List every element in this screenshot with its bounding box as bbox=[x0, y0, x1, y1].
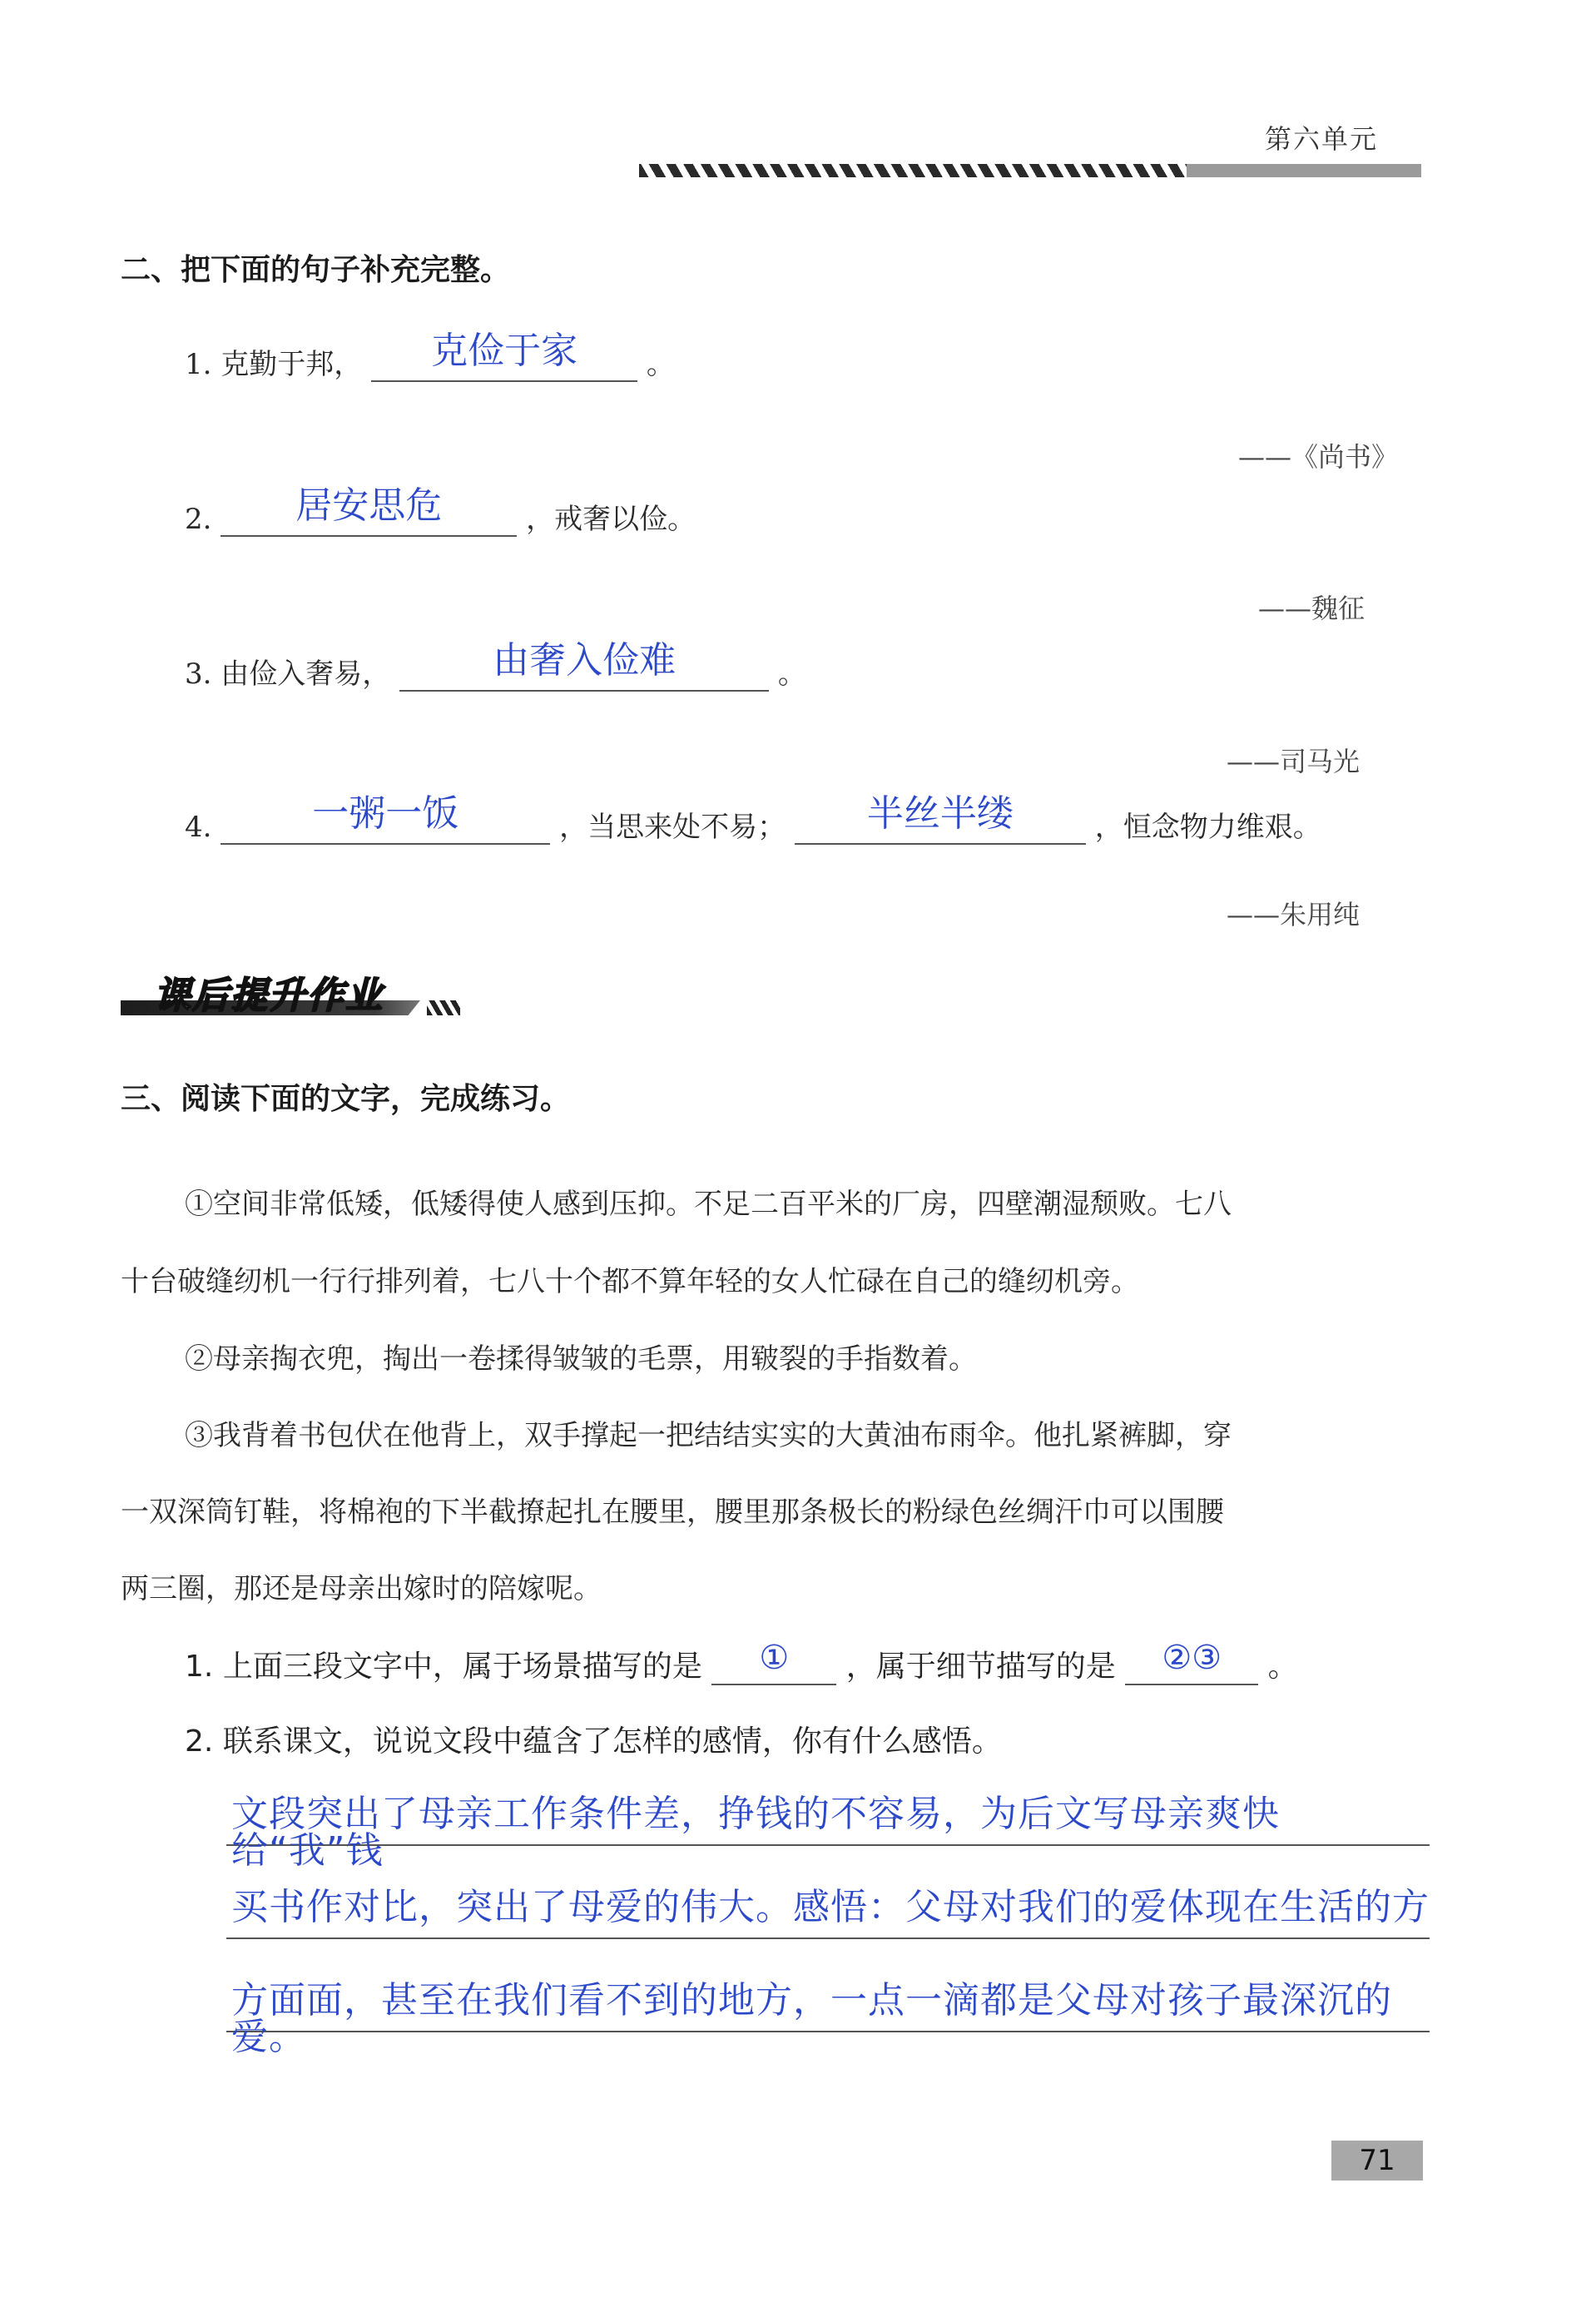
item-1-source: ——《尚书》 bbox=[1238, 441, 1399, 473]
item-4-source: ——朱用纯 bbox=[1227, 899, 1361, 930]
question-1-blank-1[interactable] bbox=[711, 1639, 836, 1685]
item-2-blank[interactable] bbox=[221, 484, 517, 537]
question-2 bbox=[185, 1718, 1002, 1760]
question-1 bbox=[185, 1639, 1298, 1685]
answer-line-2[interactable]: 买书作对比，突出了母爱的伟大。感悟：父母对我们的爱体现在生活的方 bbox=[226, 1889, 1430, 1939]
item-4-answer-1: 一粥一饭 bbox=[312, 792, 459, 835]
item-2-suffix: ，戒奢以俭。 bbox=[526, 503, 696, 536]
item-2 bbox=[185, 484, 696, 537]
question-2-number: 2. bbox=[185, 1724, 214, 1759]
passage-p3-line1: ③我背着书包伏在他背上，双手撑起一把结结实实的大黄油布雨伞。他扎紧裤脚，穿 bbox=[185, 1419, 1232, 1452]
question-1-answer-1: ① bbox=[759, 1639, 790, 1677]
answer-line-3[interactable]: 方面面，甚至在我们看不到的地方，一点一滴都是父母对孩子最深沉的爱。 bbox=[226, 1982, 1430, 2032]
question-1-end: 。 bbox=[1267, 1650, 1298, 1684]
header-stripe bbox=[639, 164, 1421, 177]
item-4-blank-2[interactable] bbox=[795, 792, 1086, 845]
item-4-suffix: ，恒念物力维艰。 bbox=[1094, 811, 1321, 844]
passage-p3-line3: 两三圈，那还是母亲出嫁时的陪嫁呢。 bbox=[121, 1572, 602, 1605]
item-4-blank-1[interactable] bbox=[221, 792, 550, 845]
passage-p3-line2: 一双深筒钉鞋，将棉袍的下半截撩起扎在腰里，腰里那条极长的粉绿色丝绸汗巾可以围腰 bbox=[121, 1496, 1224, 1529]
item-1 bbox=[185, 330, 675, 382]
passage-p1-line2: 十台破缝纫机一行行排列着，七八十个都不算年轻的女人忙碌在自己的缝纫机旁。 bbox=[121, 1265, 1139, 1298]
item-1-number: 1. bbox=[185, 348, 212, 381]
banner-ticks bbox=[427, 1000, 460, 1015]
passage-p1-line1: ①空间非常低矮，低矮得使人感到压抑。不足二百平米的厂房，四壁潮湿颓败。七八 bbox=[185, 1188, 1232, 1221]
item-2-source: ——魏征 bbox=[1258, 593, 1366, 624]
section2-title: 二、把下面的句子补充完整。 bbox=[121, 253, 511, 287]
question-1-part2: ，属于细节描写的是 bbox=[845, 1650, 1116, 1684]
item-3-suffix: 。 bbox=[777, 657, 806, 691]
item-3-number: 3. bbox=[185, 657, 212, 691]
question-1-blank-2[interactable] bbox=[1125, 1639, 1258, 1685]
item-3 bbox=[185, 639, 806, 692]
question-1-answer-2: ②③ bbox=[1162, 1639, 1222, 1677]
item-3-prefix: 由俭入奢易， bbox=[221, 657, 391, 691]
item-1-answer: 克俭于家 bbox=[431, 330, 578, 372]
item-3-answer: 由奢入俭难 bbox=[493, 639, 677, 682]
unit-title: 第六单元 bbox=[1265, 123, 1379, 155]
section3-title: 三、阅读下面的文字，完成练习。 bbox=[121, 1082, 571, 1116]
homework-banner bbox=[121, 965, 437, 1022]
item-4-answer-2: 半丝半缕 bbox=[866, 792, 1014, 835]
item-1-blank[interactable] bbox=[371, 330, 637, 382]
item-2-number: 2. bbox=[185, 503, 212, 536]
item-2-answer: 居安思危 bbox=[295, 484, 443, 527]
item-3-blank[interactable] bbox=[399, 639, 769, 692]
item-4-number: 4. bbox=[185, 811, 212, 844]
answer-line-1[interactable]: 文段突出了母亲工作条件差，挣钱的不容易，为后文写母亲爽快给“我”钱 bbox=[226, 1796, 1430, 1846]
item-1-prefix: 克勤于邦， bbox=[221, 348, 363, 381]
item-4-middle: ，当思来处不易； bbox=[559, 811, 786, 844]
question-1-part1: 上面三段文字中，属于场景描写的是 bbox=[222, 1650, 702, 1684]
page-number: 71 bbox=[1331, 2141, 1423, 2181]
banner-label: 课后提升作业 bbox=[154, 975, 384, 1017]
item-1-suffix: 。 bbox=[646, 348, 675, 381]
item-4 bbox=[185, 792, 1321, 845]
item-3-source: ——司马光 bbox=[1227, 746, 1361, 777]
question-2-text: 联系课文，说说文段中蕴含了怎样的感情，你有什么感悟。 bbox=[222, 1724, 1002, 1759]
question-1-number: 1. bbox=[185, 1650, 214, 1684]
passage-p2-line1: ②母亲掏衣兜，掏出一卷揉得皱皱的毛票，用皲裂的手指数着。 bbox=[185, 1342, 977, 1376]
